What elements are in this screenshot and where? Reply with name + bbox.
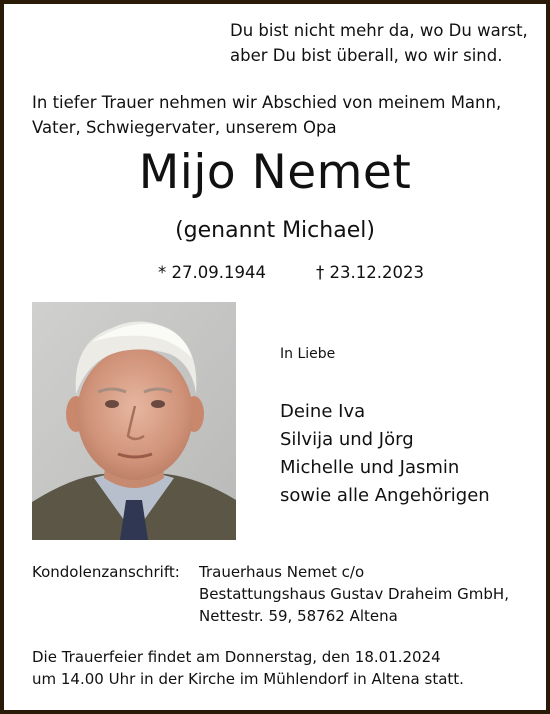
intro-line: In tiefer Trauer nehmen wir Abschied von meinem Mann, [32,93,502,112]
mourner-line: Deine Iva [280,401,366,422]
address-line: Nettestr. 59, 58762 Altena [199,607,398,625]
birth-date: * 27.09.1944 [158,263,266,282]
death-date: † 23.12.2023 [316,263,424,282]
mourners-list [280,398,490,510]
address-line: Bestattungshaus Gustav Draheim GmbH, [199,585,509,603]
address-line: Trauerhaus Nemet c/o [199,563,365,581]
condolence-address [199,561,509,627]
deceased-name: Mijo Nemet [138,145,412,200]
ceremony-notice [32,646,464,690]
poem-line: Du bist nicht mehr da, wo Du warst, [230,21,528,40]
mourner-line: Michelle und Jasmin [280,457,460,478]
mourner-line: sowie alle Angehörigen [280,485,490,506]
intro-line: Vater, Schwiegervater, unserem Opa [32,118,337,137]
poem-quote [230,18,528,68]
deceased-alias: (genannt Michael) [175,218,375,243]
intro-text [32,90,501,140]
poem-line: aber Du bist überall, wo wir sind. [230,46,503,65]
obituary-card [4,4,546,710]
condolence-label: Kondolenzanschrift: [32,563,180,581]
portrait-image [32,302,236,540]
in-love-label: In Liebe [280,346,336,362]
ceremony-line: Die Trauerfeier findet am Donnerstag, den 18.01.2024 [32,648,441,666]
ceremony-line: um 14.00 Uhr in der Kirche im Mühlendorf in Altena statt. [32,670,464,688]
portrait-photo [32,302,236,540]
mourner-line: Silvija und Jörg [280,429,414,450]
